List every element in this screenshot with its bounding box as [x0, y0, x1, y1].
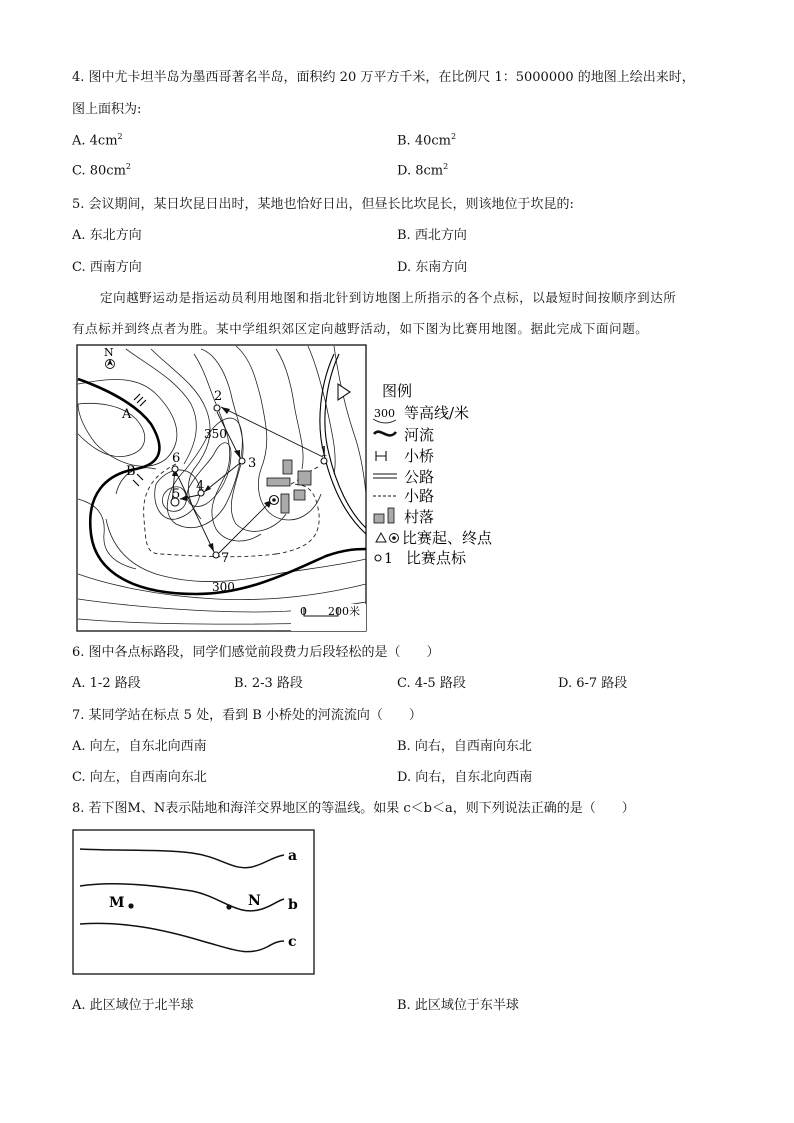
- scale-zero: 0: [300, 605, 307, 618]
- label-5: 5: [172, 487, 181, 502]
- legend-end-circle-center: [392, 536, 396, 540]
- q4-option-d[interactable]: D. $8cm^2$: [397, 162, 449, 179]
- q6-option-a[interactable]: A. 1-2 路段: [72, 676, 141, 691]
- isotherm-diagram: [72, 829, 316, 977]
- label-7: 7: [221, 551, 230, 566]
- legend-village: 村落: [404, 508, 435, 526]
- checkpoint-6: [172, 466, 178, 472]
- q6-stem: 6. 图中各点标路段，同学们感觉前段费力后段轻松的是（ ）: [72, 645, 440, 660]
- village: [283, 460, 292, 474]
- q6-option-d[interactable]: D. 6-7 路段: [558, 676, 628, 691]
- intro-line2: 有点标并到终点者为胜。某中学组织郊区定向越野活动，如下图为比赛用地图。据此完成下面问题。: [72, 321, 649, 336]
- village: [267, 478, 290, 486]
- q7-stem: 7. 某同学站在标点 5 处，看到 B 小桥处的河流流向（ ）: [72, 708, 422, 723]
- q7-option-a[interactable]: A. 向左，自东北向西南: [72, 739, 207, 754]
- legend-path: 小路: [404, 487, 435, 505]
- checkpoint-2: [214, 405, 220, 411]
- legend-startend: 比赛起、终点: [402, 529, 493, 547]
- label-b: B: [126, 464, 136, 479]
- intro-line1: 定向越野运动是指运动员利用地图和指北针到访地图上所指示的各个点标，以最短时间按顺序到达所: [100, 290, 677, 305]
- q4-option-b[interactable]: B. $40cm^2$: [397, 132, 457, 149]
- label-c: c: [288, 934, 297, 950]
- north-label: N: [104, 346, 114, 359]
- end-double-circle-center: [272, 498, 276, 502]
- village: [298, 471, 311, 485]
- q7-option-c[interactable]: C. 向左，自西南向东北: [72, 770, 207, 785]
- legend-checkpoint: 比赛点标: [406, 549, 467, 567]
- point-n: [226, 904, 231, 909]
- label-1: 1: [320, 445, 329, 460]
- legend-river-symbol: [374, 432, 396, 436]
- q5-option-c[interactable]: C. 西南方向: [72, 260, 142, 275]
- label-4: 4: [196, 479, 205, 494]
- q5-option-d[interactable]: D. 东南方向: [397, 260, 468, 275]
- legend-village-icon: [374, 514, 384, 523]
- label-3: 3: [248, 456, 257, 471]
- legend-road: 公路: [404, 468, 435, 486]
- q6-option-c[interactable]: C. 4-5 路段: [397, 676, 466, 691]
- q8-option-b[interactable]: B. 此区域位于东半球: [397, 998, 519, 1013]
- label-2: 2: [214, 389, 223, 404]
- legend-river: 河流: [404, 426, 435, 444]
- checkpoint-3: [239, 458, 245, 464]
- q5-option-b[interactable]: B. 西北方向: [397, 228, 467, 243]
- q4-stem-line2: 图上面积为:: [72, 102, 142, 117]
- legend-village-icon-2: [388, 508, 394, 523]
- q4-option-c[interactable]: C. $80cm^2$: [72, 162, 131, 179]
- legend-bridge: 小桥: [404, 447, 435, 465]
- q6-option-b[interactable]: B. 2-3 路段: [234, 676, 303, 691]
- point-m: [128, 903, 133, 908]
- legend-bridge-icon: [376, 451, 386, 461]
- label-b: b: [288, 897, 298, 913]
- q8-option-a[interactable]: A. 此区域位于北半球: [72, 998, 194, 1013]
- q7-option-d[interactable]: D. 向右，自东北向西南: [397, 770, 533, 785]
- contour-300-label: 300: [212, 580, 235, 594]
- q4-option-a[interactable]: A. $4cm^2$: [72, 132, 123, 149]
- label-a: A: [122, 407, 132, 422]
- checkpoint-7: [213, 552, 219, 558]
- q5-option-a[interactable]: A. 东北方向: [72, 228, 142, 243]
- q4-stem-line1: 4. 图中尤卡坦半岛为墨西哥著名半岛，面积约 20 万平方千米，在比例尺 1：5000000 的地图上绘出来时，: [72, 70, 695, 85]
- label-m: M: [109, 895, 125, 911]
- legend-contour: 等高线/米: [404, 404, 470, 422]
- village: [294, 490, 305, 500]
- label-6: 6: [172, 451, 181, 466]
- legend-checkpoint-icon: [375, 555, 381, 561]
- legend-start-triangle-icon: [376, 533, 386, 542]
- legend-title: 图例: [382, 382, 413, 400]
- label-a: a: [288, 848, 298, 864]
- contour-350-label: 350: [204, 427, 227, 441]
- q8-stem: 8. 若下图M、N表示陆地和海洋交界地区的等温线。如果 c＜b＜a，则下列说法正确的是（ ）: [72, 801, 635, 816]
- legend-contour-number: 300: [374, 407, 395, 420]
- scale-distance: 200米: [328, 605, 360, 618]
- orienteering-map: [76, 344, 526, 634]
- q7-option-b[interactable]: B. 向右，自西南向东北: [397, 739, 532, 754]
- q5-stem: 5. 会议期间，某日坎昆日出时，某地也恰好日出，但昼长比坎昆长，则该地位于坎昆的:: [72, 197, 574, 212]
- legend-checkpoint-number: 1: [384, 551, 393, 567]
- village: [281, 494, 289, 513]
- label-n: N: [248, 893, 261, 909]
